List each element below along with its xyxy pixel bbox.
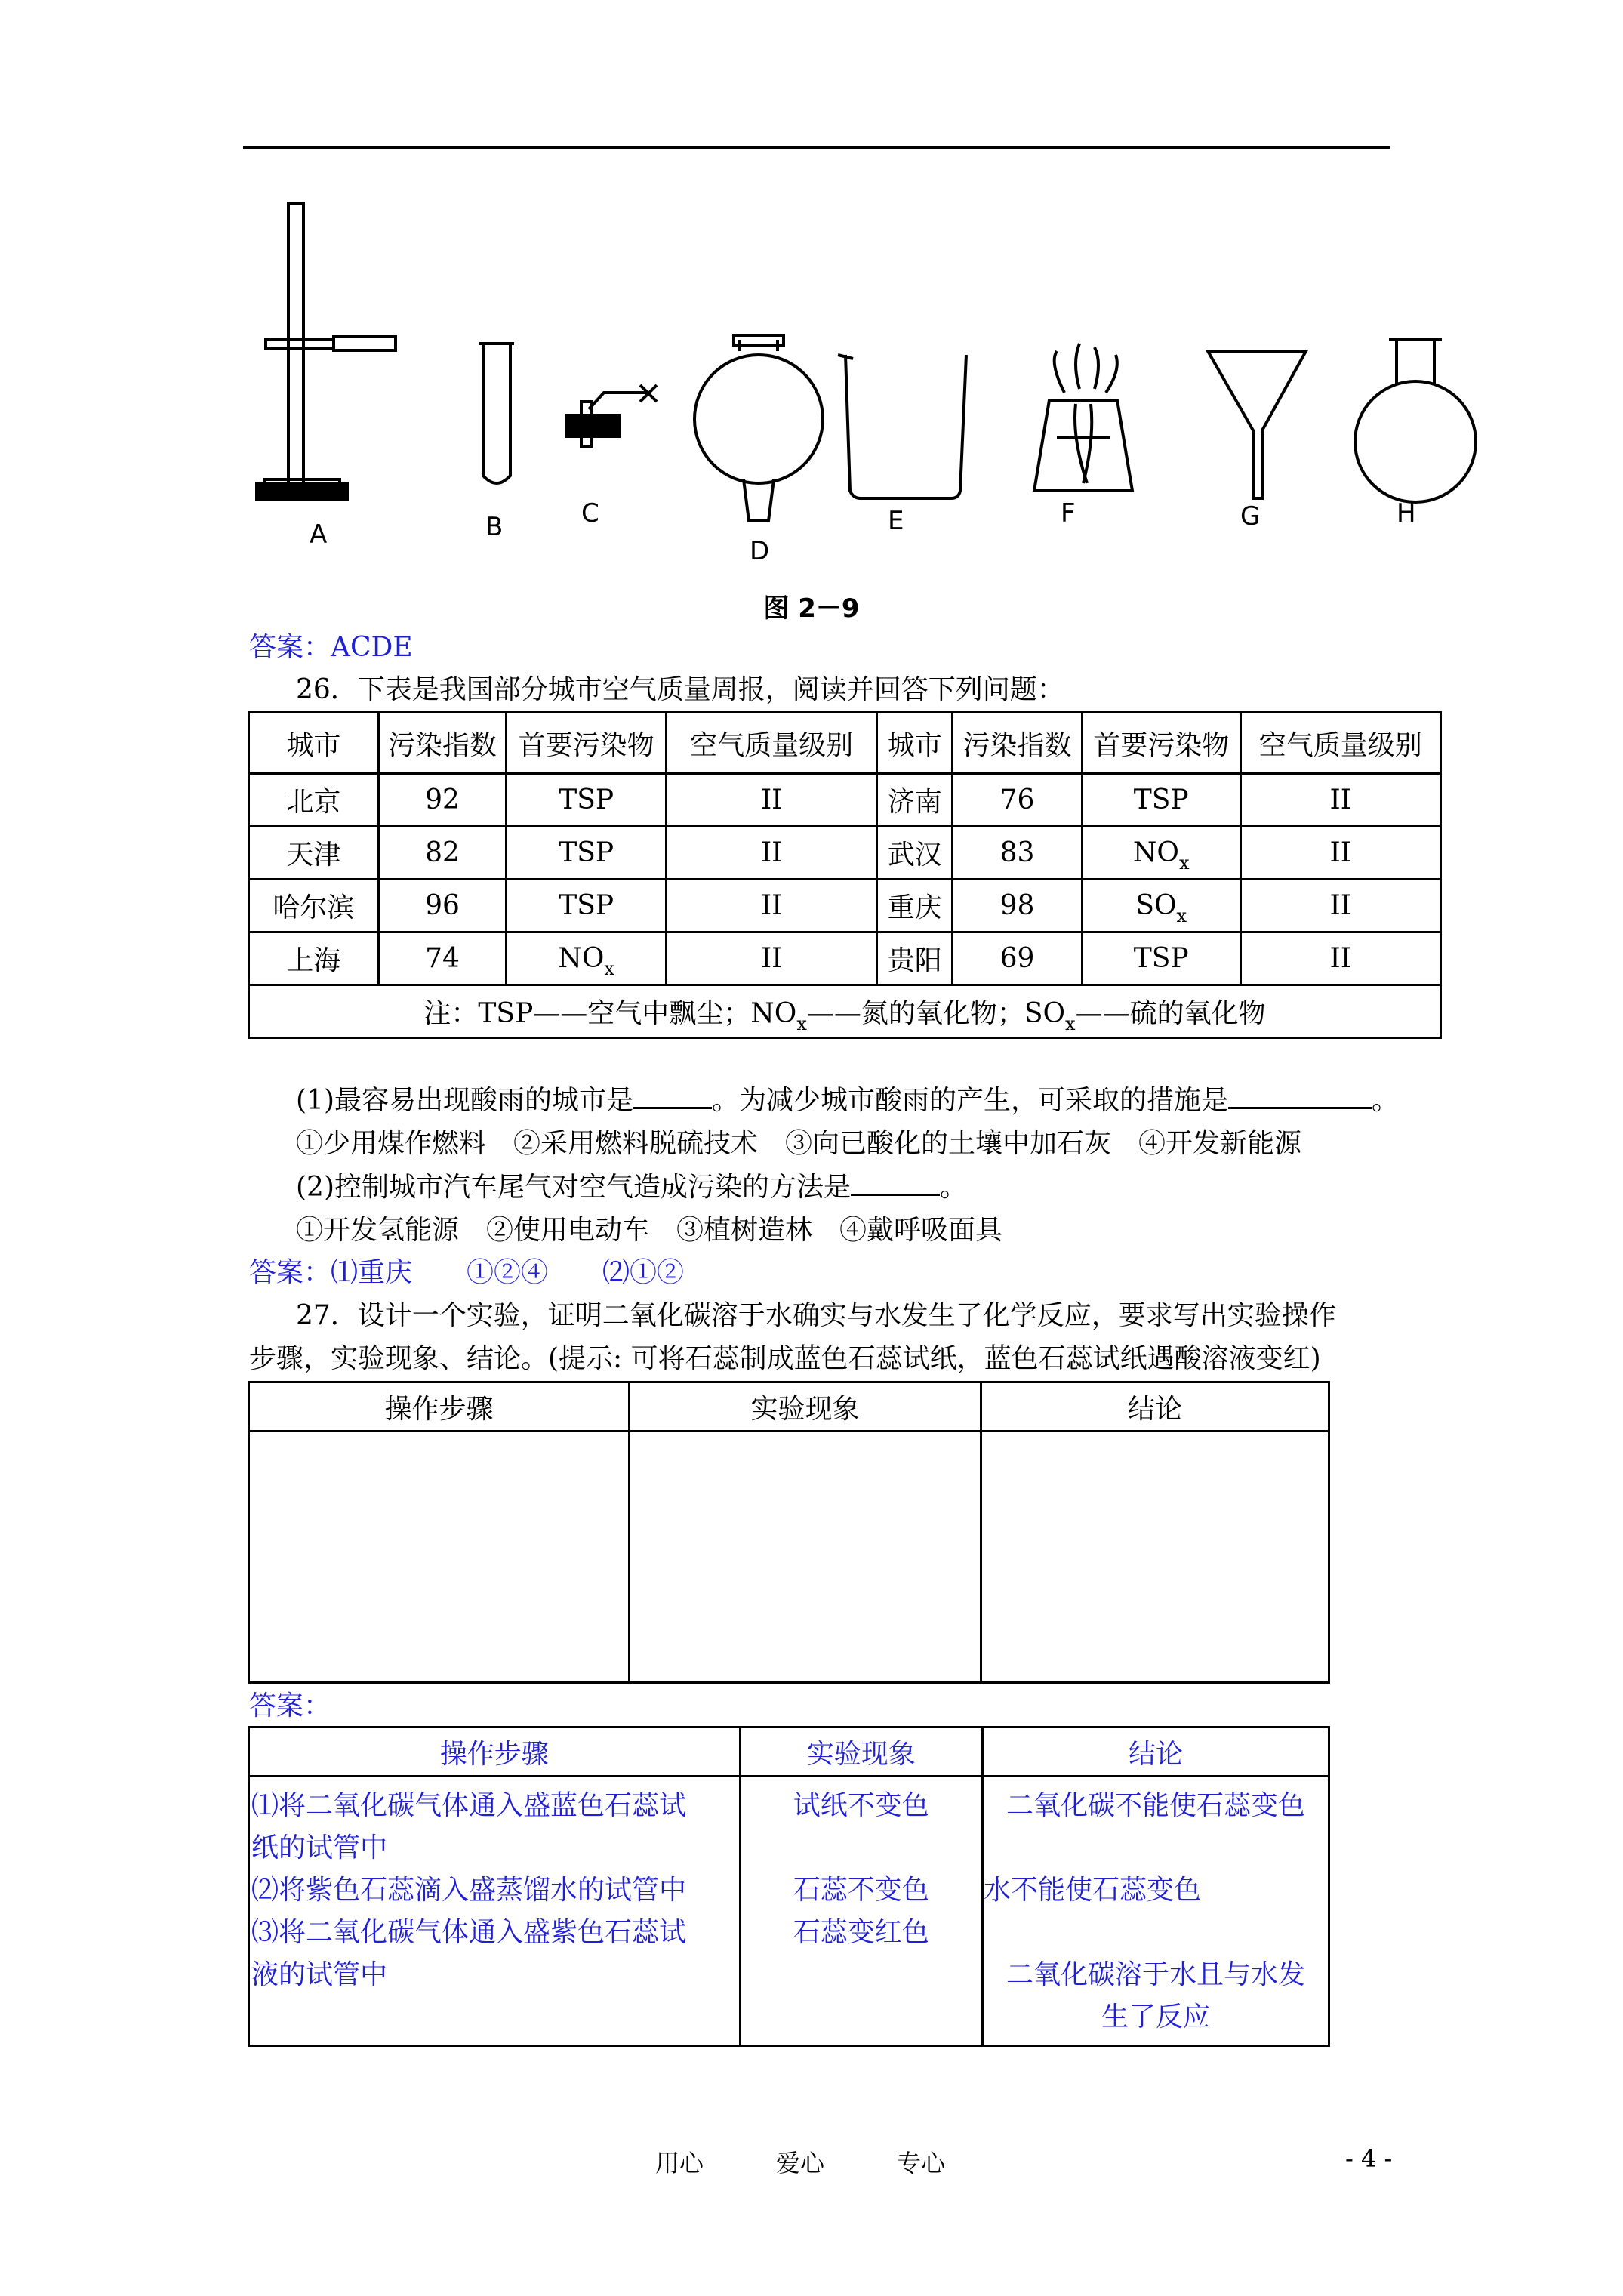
header-steps: 操作步骤 (249, 1382, 630, 1432)
apparatus-figure (226, 189, 1495, 581)
table-row (249, 1432, 1329, 1683)
table-cell (629, 1432, 981, 1683)
conclusion-line: 二氧化碳不能使石蕊变色 (1006, 1790, 1305, 1821)
table-cell: 天津 (249, 827, 379, 880)
header-phenomenon: 实验现象 (629, 1382, 981, 1432)
subscript: x (1176, 905, 1187, 926)
q26-answer: 答案：⑴重庆 ①②④ ⑵①② (249, 1257, 685, 1288)
table-cell: TSP (1082, 774, 1240, 827)
table-cell: 贵阳 (877, 932, 953, 985)
test-tube-icon (483, 344, 510, 483)
label-g: G (1240, 501, 1261, 532)
q27-answer-label: 答案： (249, 1690, 331, 1721)
pollutant-formula: NO (558, 943, 605, 974)
answer-blank (851, 1168, 940, 1196)
table-cell: II (1240, 932, 1440, 985)
header-index-2: 污染指数 (953, 713, 1083, 774)
step-line: 液的试管中 (251, 1959, 388, 1990)
flask-icon (1355, 340, 1476, 502)
answer-25: 答案：ACDE (249, 632, 413, 663)
table-cell: 74 (378, 932, 507, 985)
table-cell: TSP (507, 774, 667, 827)
label-f: F (1061, 498, 1076, 529)
table-cell: TSP (507, 880, 667, 932)
apparatus-drawing (226, 189, 1495, 581)
table-cell: II (1240, 827, 1440, 880)
header-pollutant: 首要污染物 (507, 713, 667, 774)
table-row (249, 1777, 1329, 2046)
phenomena-cell (740, 1777, 982, 2046)
experiment-answer-table (248, 1726, 1330, 2047)
table-header-row (249, 1382, 1329, 1432)
conclusion-line: 二氧化碳溶于水且与水发 (1006, 1959, 1305, 1990)
table-cell: 哈尔滨 (249, 880, 379, 932)
table-note: 注：TSP——空气中飘尘；$NO_x——$氮的氧化物；$SO_x——$硫的氧化物 (249, 985, 1441, 1038)
table-note-row (249, 985, 1441, 1038)
table-cell: 北京 (249, 774, 379, 827)
step-line: 纸的试管中 (251, 1832, 388, 1863)
air-quality-table (248, 711, 1442, 1039)
separatory-funnel-icon (694, 336, 823, 521)
q27-title-2: 步骤，实验现象、结论。(提示: 可将石蕊制成蓝色石蕊试纸，蓝色石蕊试纸遇酸溶液变红) (249, 1343, 1321, 1374)
steps-cell (249, 1777, 741, 2046)
conclusion-line: 水不能使石蕊变色 (983, 1875, 1201, 1906)
table-header-row (249, 1727, 1329, 1777)
q26-part2: (2)控制城市汽车尾气对空气造成污染的方法是 。 (296, 1166, 967, 1209)
header-conclusion: 结论 (982, 1727, 1329, 1777)
table-cell (1082, 880, 1240, 932)
phenomenon-line: 石蕊不变色 (793, 1875, 929, 1906)
header-city: 城市 (249, 713, 379, 774)
table-cell: 83 (953, 827, 1083, 880)
q26-part2-options: ①开发氢能源 ②使用电动车 ③植树造林 ④戴呼吸面具 (296, 1215, 1003, 1246)
pollutant-formula: SO (1135, 890, 1177, 921)
header-city-2: 城市 (877, 713, 953, 774)
page-number: - 4 - (1345, 2144, 1393, 2173)
table-cell: II (666, 827, 876, 880)
q26-part1: (1)最容易出现酸雨的城市是 。为减少城市酸雨的产生，可采取的措施是 。 (296, 1080, 1399, 1122)
table-cell: 82 (378, 827, 507, 880)
header-level: 空气质量级别 (666, 713, 876, 774)
label-c: C (581, 498, 599, 529)
table-cell: 96 (378, 880, 507, 932)
q27-title-1: 27．设计一个实验，证明二氧化碳溶于水确实与水发生了化学反应，要求写出实验操作 (296, 1300, 1336, 1331)
table-row (249, 932, 1441, 985)
figure-caption: 图 2－9 (763, 593, 860, 624)
table-cell: TSP (507, 827, 667, 880)
alcohol-burner-icon (1034, 344, 1132, 491)
subscript: x (1178, 852, 1190, 874)
conclusion-line: 生了反应 (1101, 2002, 1210, 2032)
table-cell: 武汉 (877, 827, 953, 880)
label-a: A (310, 519, 328, 550)
table-cell: II (666, 880, 876, 932)
table-cell (507, 932, 667, 985)
label-h: H (1397, 498, 1416, 529)
table-cell (1082, 827, 1240, 880)
table-cell: II (1240, 774, 1440, 827)
table-cell (981, 1432, 1329, 1683)
phenomenon-line: 石蕊变红色 (793, 1917, 929, 1948)
subscript: x (604, 958, 614, 979)
funnel-icon (1208, 351, 1306, 498)
table-cell: 69 (953, 932, 1083, 985)
phenomenon-line: 试纸不变色 (793, 1790, 929, 1821)
table-cell: 上海 (249, 932, 379, 985)
table-cell: 76 (953, 774, 1083, 827)
table-cell: 98 (953, 880, 1083, 932)
footer-motto: 用心 爱心 专心 (655, 2149, 946, 2177)
table-row (249, 827, 1441, 880)
answer-blank (633, 1081, 712, 1109)
table-cell: II (666, 932, 876, 985)
header-index: 污染指数 (378, 713, 507, 774)
header-level-2: 空气质量级别 (1240, 713, 1440, 774)
header-rule (243, 146, 1390, 149)
step-line: ⑶将二氧化碳气体通入盛紫色石蕊试 (251, 1917, 687, 1948)
table-cell: II (1240, 880, 1440, 932)
answer-blank (1228, 1081, 1372, 1109)
header-steps: 操作步骤 (249, 1727, 741, 1777)
table-cell: TSP (1082, 932, 1240, 985)
table-cell: 济南 (877, 774, 953, 827)
header-conclusion: 结论 (981, 1382, 1329, 1432)
label-e: E (888, 506, 904, 536)
table-row (249, 774, 1441, 827)
conclusions-cell (982, 1777, 1329, 2046)
q26-title: 26．下表是我国部分城市空气质量周报，阅读并回答下列问题： (296, 674, 1064, 705)
label-b: B (485, 512, 504, 542)
beaker-icon (845, 355, 966, 498)
iron-stand-icon (257, 204, 396, 500)
header-phenomenon: 实验现象 (740, 1727, 982, 1777)
step-line: ⑴将二氧化碳气体通入盛蓝色石蕊试 (251, 1790, 687, 1821)
table-cell (249, 1432, 630, 1683)
test-tube-clamp-icon (566, 385, 657, 447)
table-cell: 92 (378, 774, 507, 827)
step-line: ⑵将紫色石蕊滴入盛蒸馏水的试管中 (251, 1875, 687, 1906)
table-cell: 重庆 (877, 880, 953, 932)
experiment-blank-table (248, 1381, 1330, 1684)
header-pollutant-2: 首要污染物 (1082, 713, 1240, 774)
q26-part1-options: ①少用煤作燃料 ②采用燃料脱硫技术 ③向已酸化的土壤中加石灰 ④开发新能源 (296, 1128, 1302, 1159)
table-header-row (249, 713, 1441, 774)
table-row (249, 880, 1441, 932)
table-cell: II (666, 774, 876, 827)
label-d: D (750, 536, 770, 566)
pollutant-formula: NO (1132, 837, 1179, 868)
